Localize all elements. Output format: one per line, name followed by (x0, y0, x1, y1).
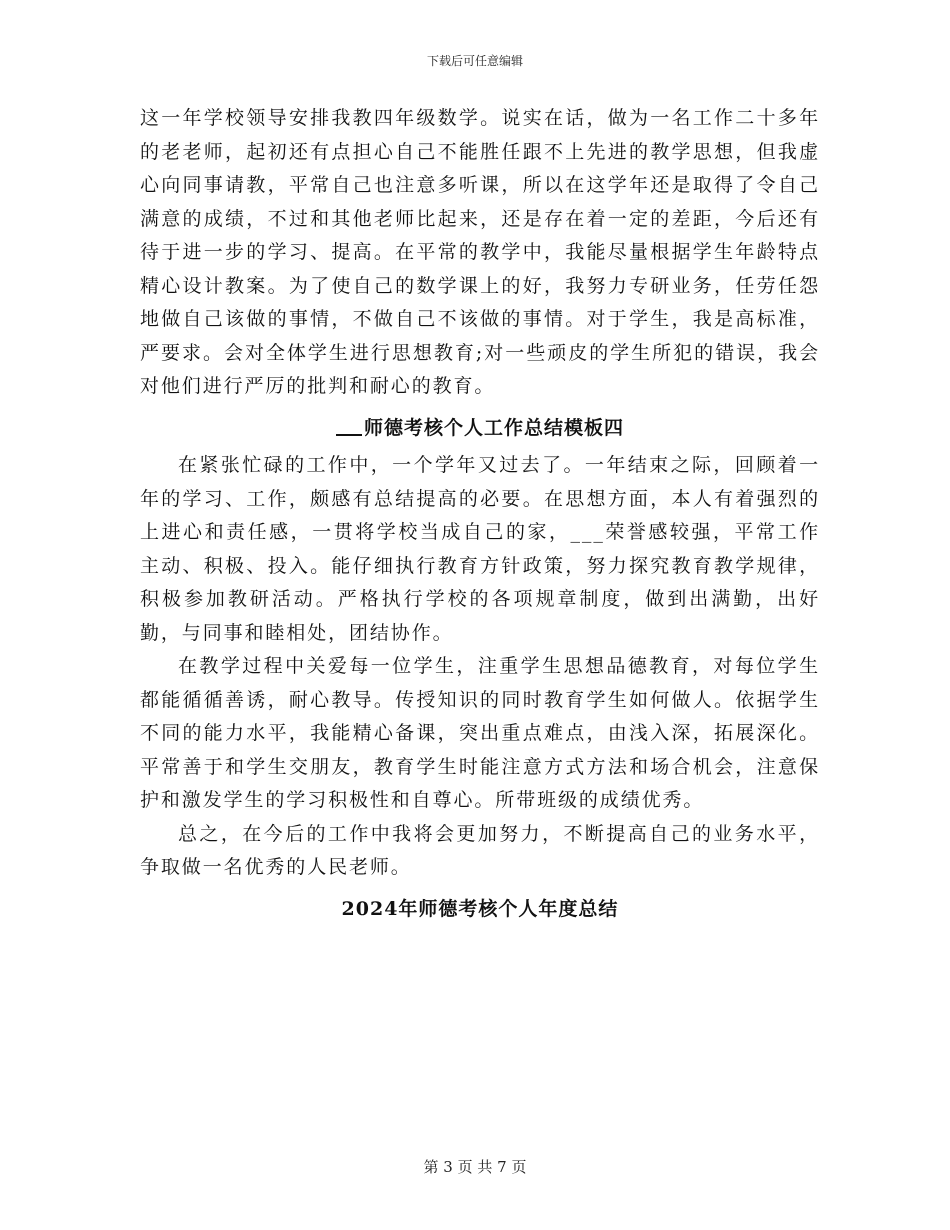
next-section-title: 2024年师德考核个人年度总结 (341, 897, 619, 920)
paragraph-thoughts: 在紧张忙碌的工作中，一个学年又过去了。一年结束之际，回顾着一年的学习、工作，颇感有总结提高的必要。在思想方面，本人有着强烈的上进心和责任感，一贯将学校当成自己的家，___荣誉感较强，平常工作主动、积极、投入。能仔细执行教育方针政策，努力探究教育教学规律，积极参加教研活动。严格执行学校的各项规章制度，做到出满勤，出好勤，与同事和睦相处，团结协作。 (140, 454, 820, 644)
title-blank-underline (336, 434, 362, 436)
paragraph-conclusion: 总之，在今后的工作中我将会更加努力，不断提高自己的业务水平，争取做一名优秀的人民老师。 (140, 822, 820, 878)
document-body (140, 102, 820, 926)
section-title-four (140, 412, 820, 446)
paragraph-intro: 这一年学校领导安排我教四年级数学。说实在话，做为一名工作二十多年的老老师，起初还有点担心自己不能胜任跟不上先进的教学思想，但我虚心向同事请教，平常自己也注意多听课，所以在这学年还是取得了令自己满意的成绩，不过和其他老师比起来，还是存在着一定的差距，今后还有待于进一步的学习、提高。在平常的教学中，我能尽量根据学生年龄特点精心设计教案。为了使自己的数学课上的好，我努力专研业务，任劳任怨地做自己该做的事情，不做自己不该做的事情。对于学生，我是高标准，严要求。会对全体学生进行思想教育;对一些顽皮的学生所犯的错误，我会对他们进行严厉的批判和耐心的教育。 (140, 107, 820, 397)
page-header: 下载后可任意编辑 (426, 54, 523, 68)
paragraph-teaching: 在教学过程中关爱每一位学生，注重学生思想品德教育，对每位学生都能循循善诱，耐心教导。传授知识的同时教育学生如何做人。依据学生不同的能力水平，我能精心备课，突出重点难点，由浅入深，拓展深化。平常善于和学生交朋友，教育学生时能注意方式方法和场合机会，注意保护和激发学生的学习积极性和自尊心。所带班级的成绩优秀。 (140, 655, 820, 811)
page-number: 第 3 页 共 7 页 (423, 1158, 527, 1176)
section-title-text: 师德考核个人工作总结模板四 (363, 416, 624, 439)
